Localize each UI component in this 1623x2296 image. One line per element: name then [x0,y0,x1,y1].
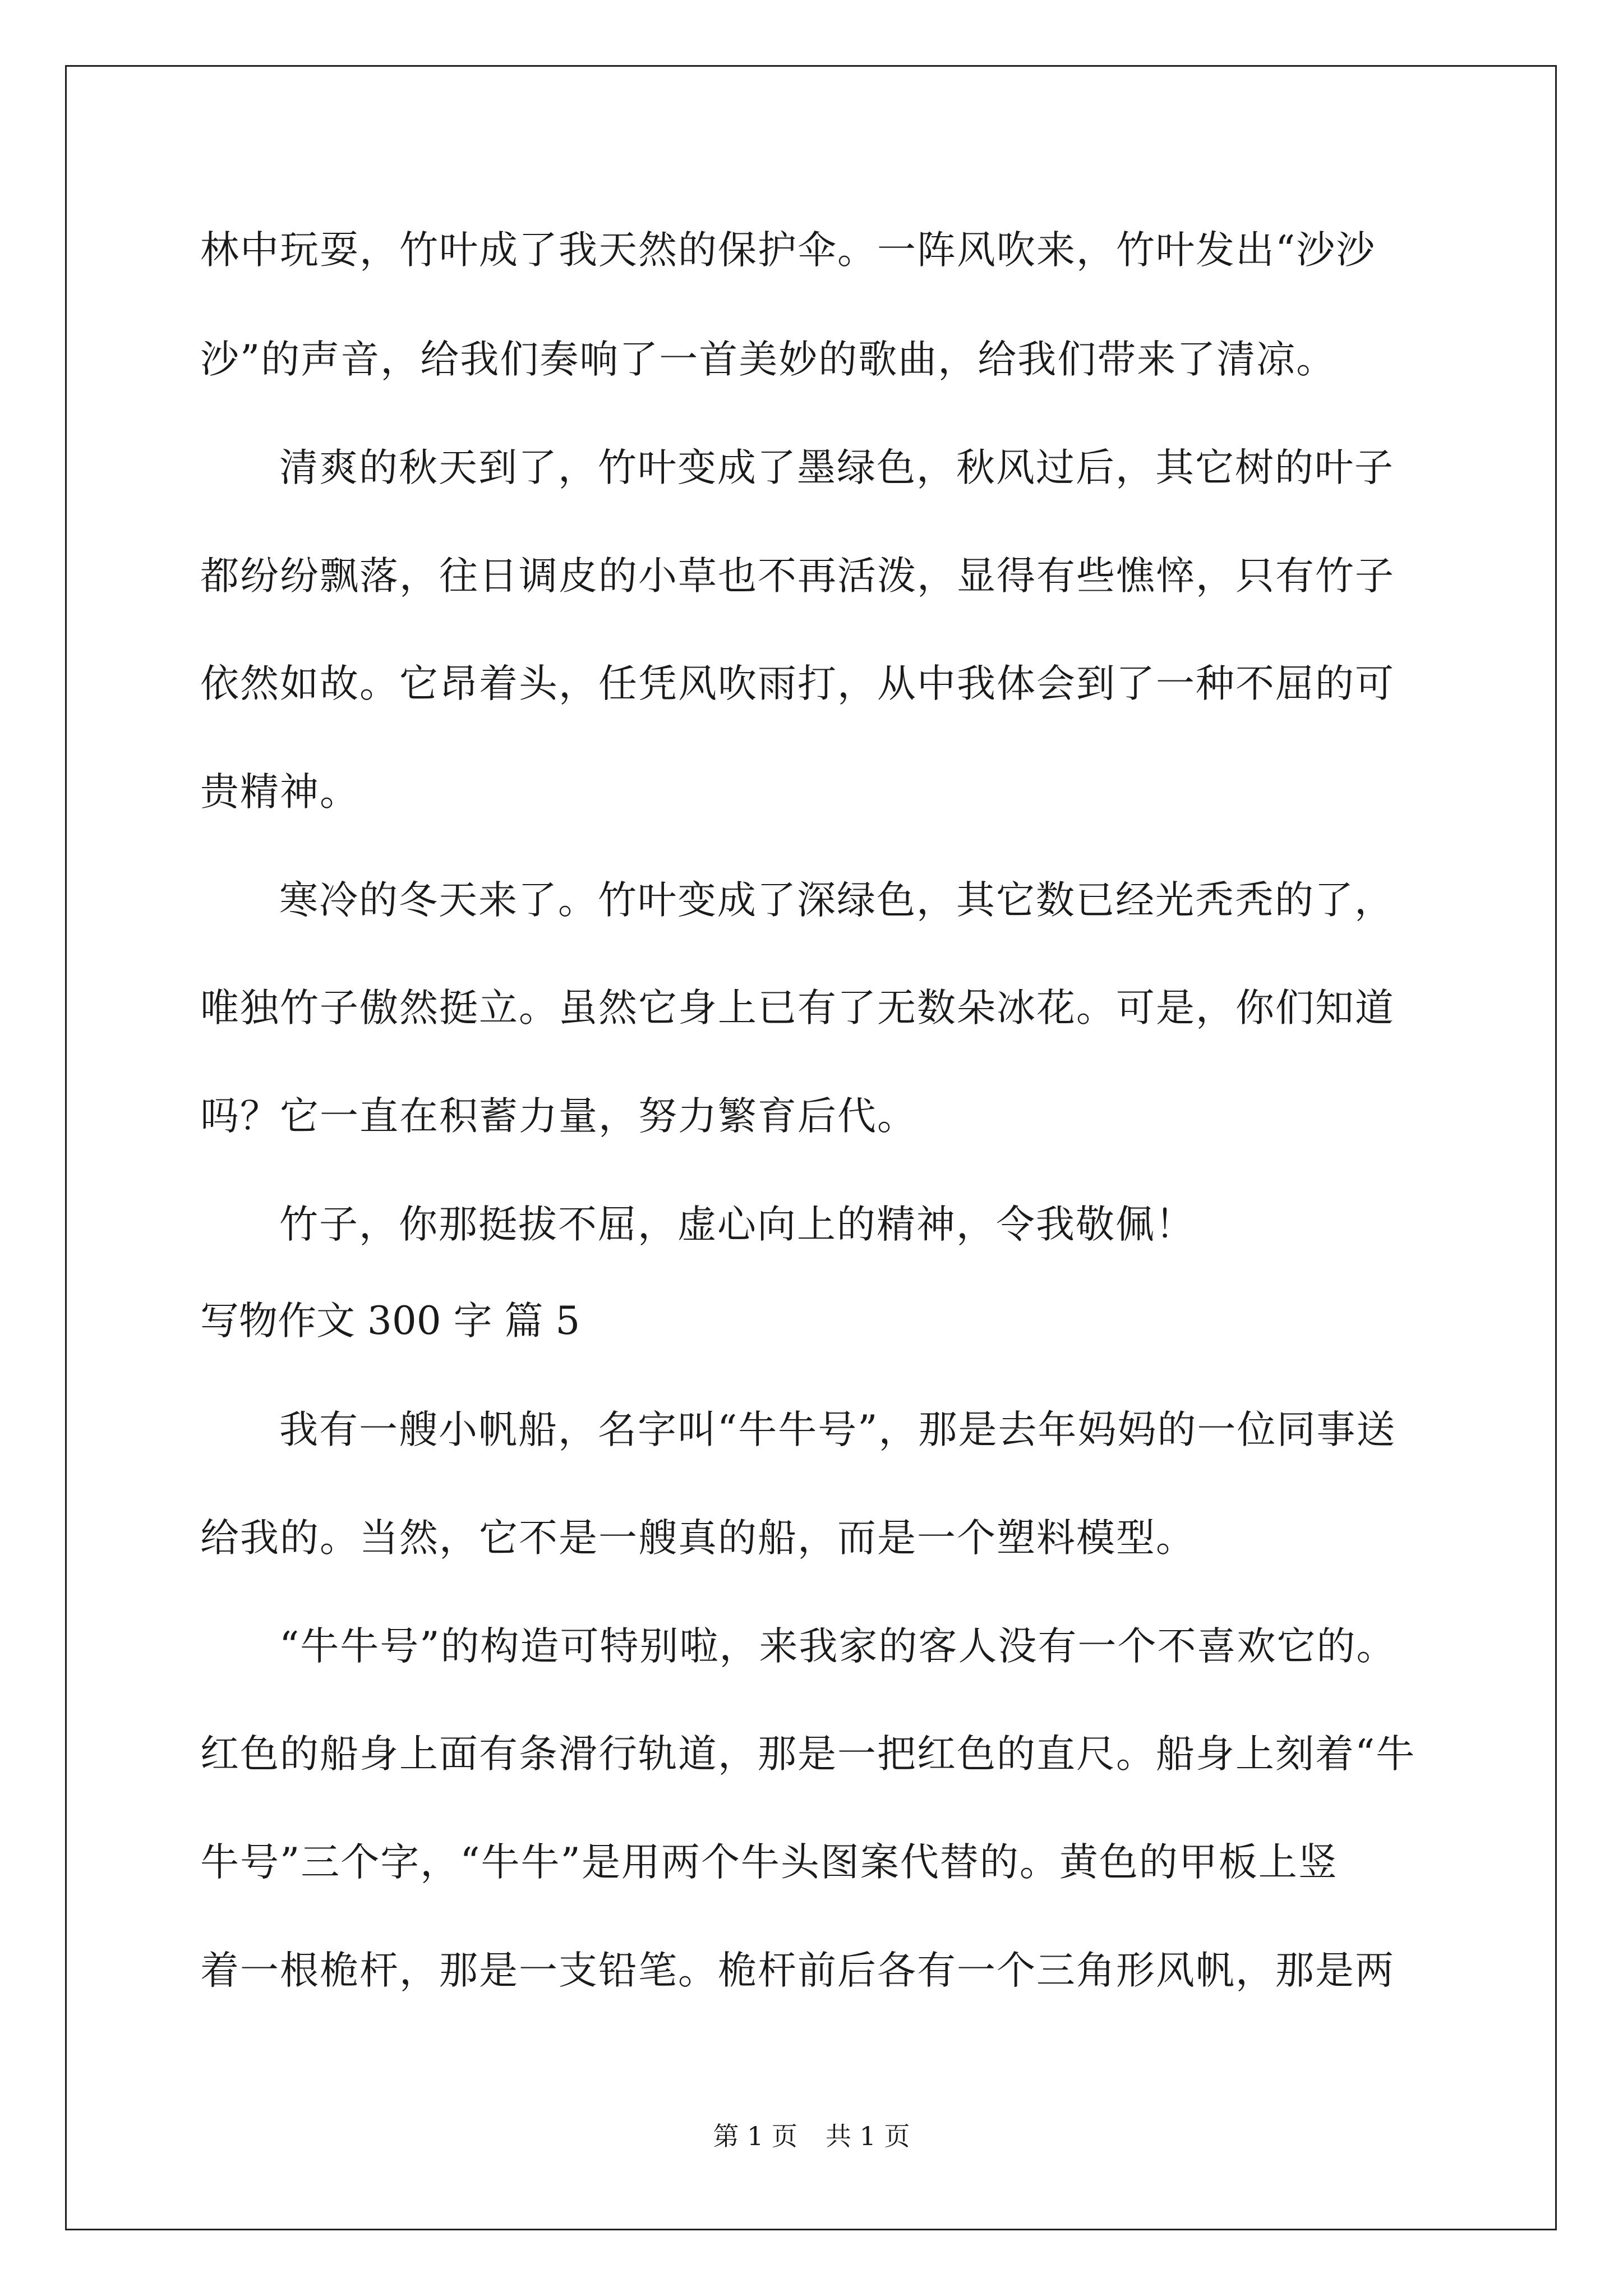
paragraph-line: 给我的。当然，它不是一艘真的船，而是一个塑料模型。 [200,1516,1196,1561]
paragraph-line: “牛牛号”的构造可特别啦，来我家的客人没有一个不喜欢它的。 [279,1624,1396,1669]
paragraph-line: 着一根桅杆，那是一支铅笔。桅杆前后各有一个三角形风帆，那是两 [200,1948,1395,1993]
paragraph-line: 依然如故。它昂着头，任凭风吹雨打，从中我体会到了一种不屈的可 [200,661,1395,706]
paragraph-line: 沙”的声音，给我们奏响了一首美妙的歌曲，给我们带来了清凉。 [200,337,1336,382]
page-border [65,65,1557,2230]
paragraph-line: 寒冷的冬天来了。竹叶变成了深绿色，其它数已经光秃秃的了， [279,878,1394,923]
paragraph-line: 我有一艘小帆船，名字叫“牛牛号”，那是去年妈妈的一位同事送 [279,1407,1396,1452]
paragraph-line: 红色的船身上面有条滑行轨道，那是一把红色的直尺。船身上刻着“牛 [200,1732,1416,1777]
page-number: 第 1 页 [713,2121,797,2151]
paragraph-line: 清爽的秋天到了，竹叶变成了墨绿色，秋风过后，其它树的叶子 [279,445,1394,490]
page-total: 共 1 页 [826,2121,910,2151]
page-footer [0,2123,1623,2149]
paragraph-line: 林中玩耍，竹叶成了我天然的保护伞。一阵风吹来，竹叶发出“沙沙 [200,228,1376,273]
paragraph-line: 牛号”三个字，“牛牛”是用两个牛头图案代替的。黄色的甲板上竖 [200,1840,1338,1885]
paragraph-line: 贵精神。 [200,770,359,815]
section-heading: 写物作文 300 字 篇 5 [200,1299,580,1343]
paragraph-line: 都纷纷飘落，往日调皮的小草也不再活泼，显得有些憔悴，只有竹子 [200,554,1395,599]
paragraph-line: 竹子，你那挺拔不屈，虚心向上的精神，令我敬佩！ [279,1202,1195,1247]
paragraph-line: 唯独竹子傲然挺立。虽然它身上已有了无数朵冰花。可是，你们知道 [200,986,1395,1030]
paragraph-line: 吗？它一直在积蓄力量，努力繁育后代。 [200,1094,917,1139]
